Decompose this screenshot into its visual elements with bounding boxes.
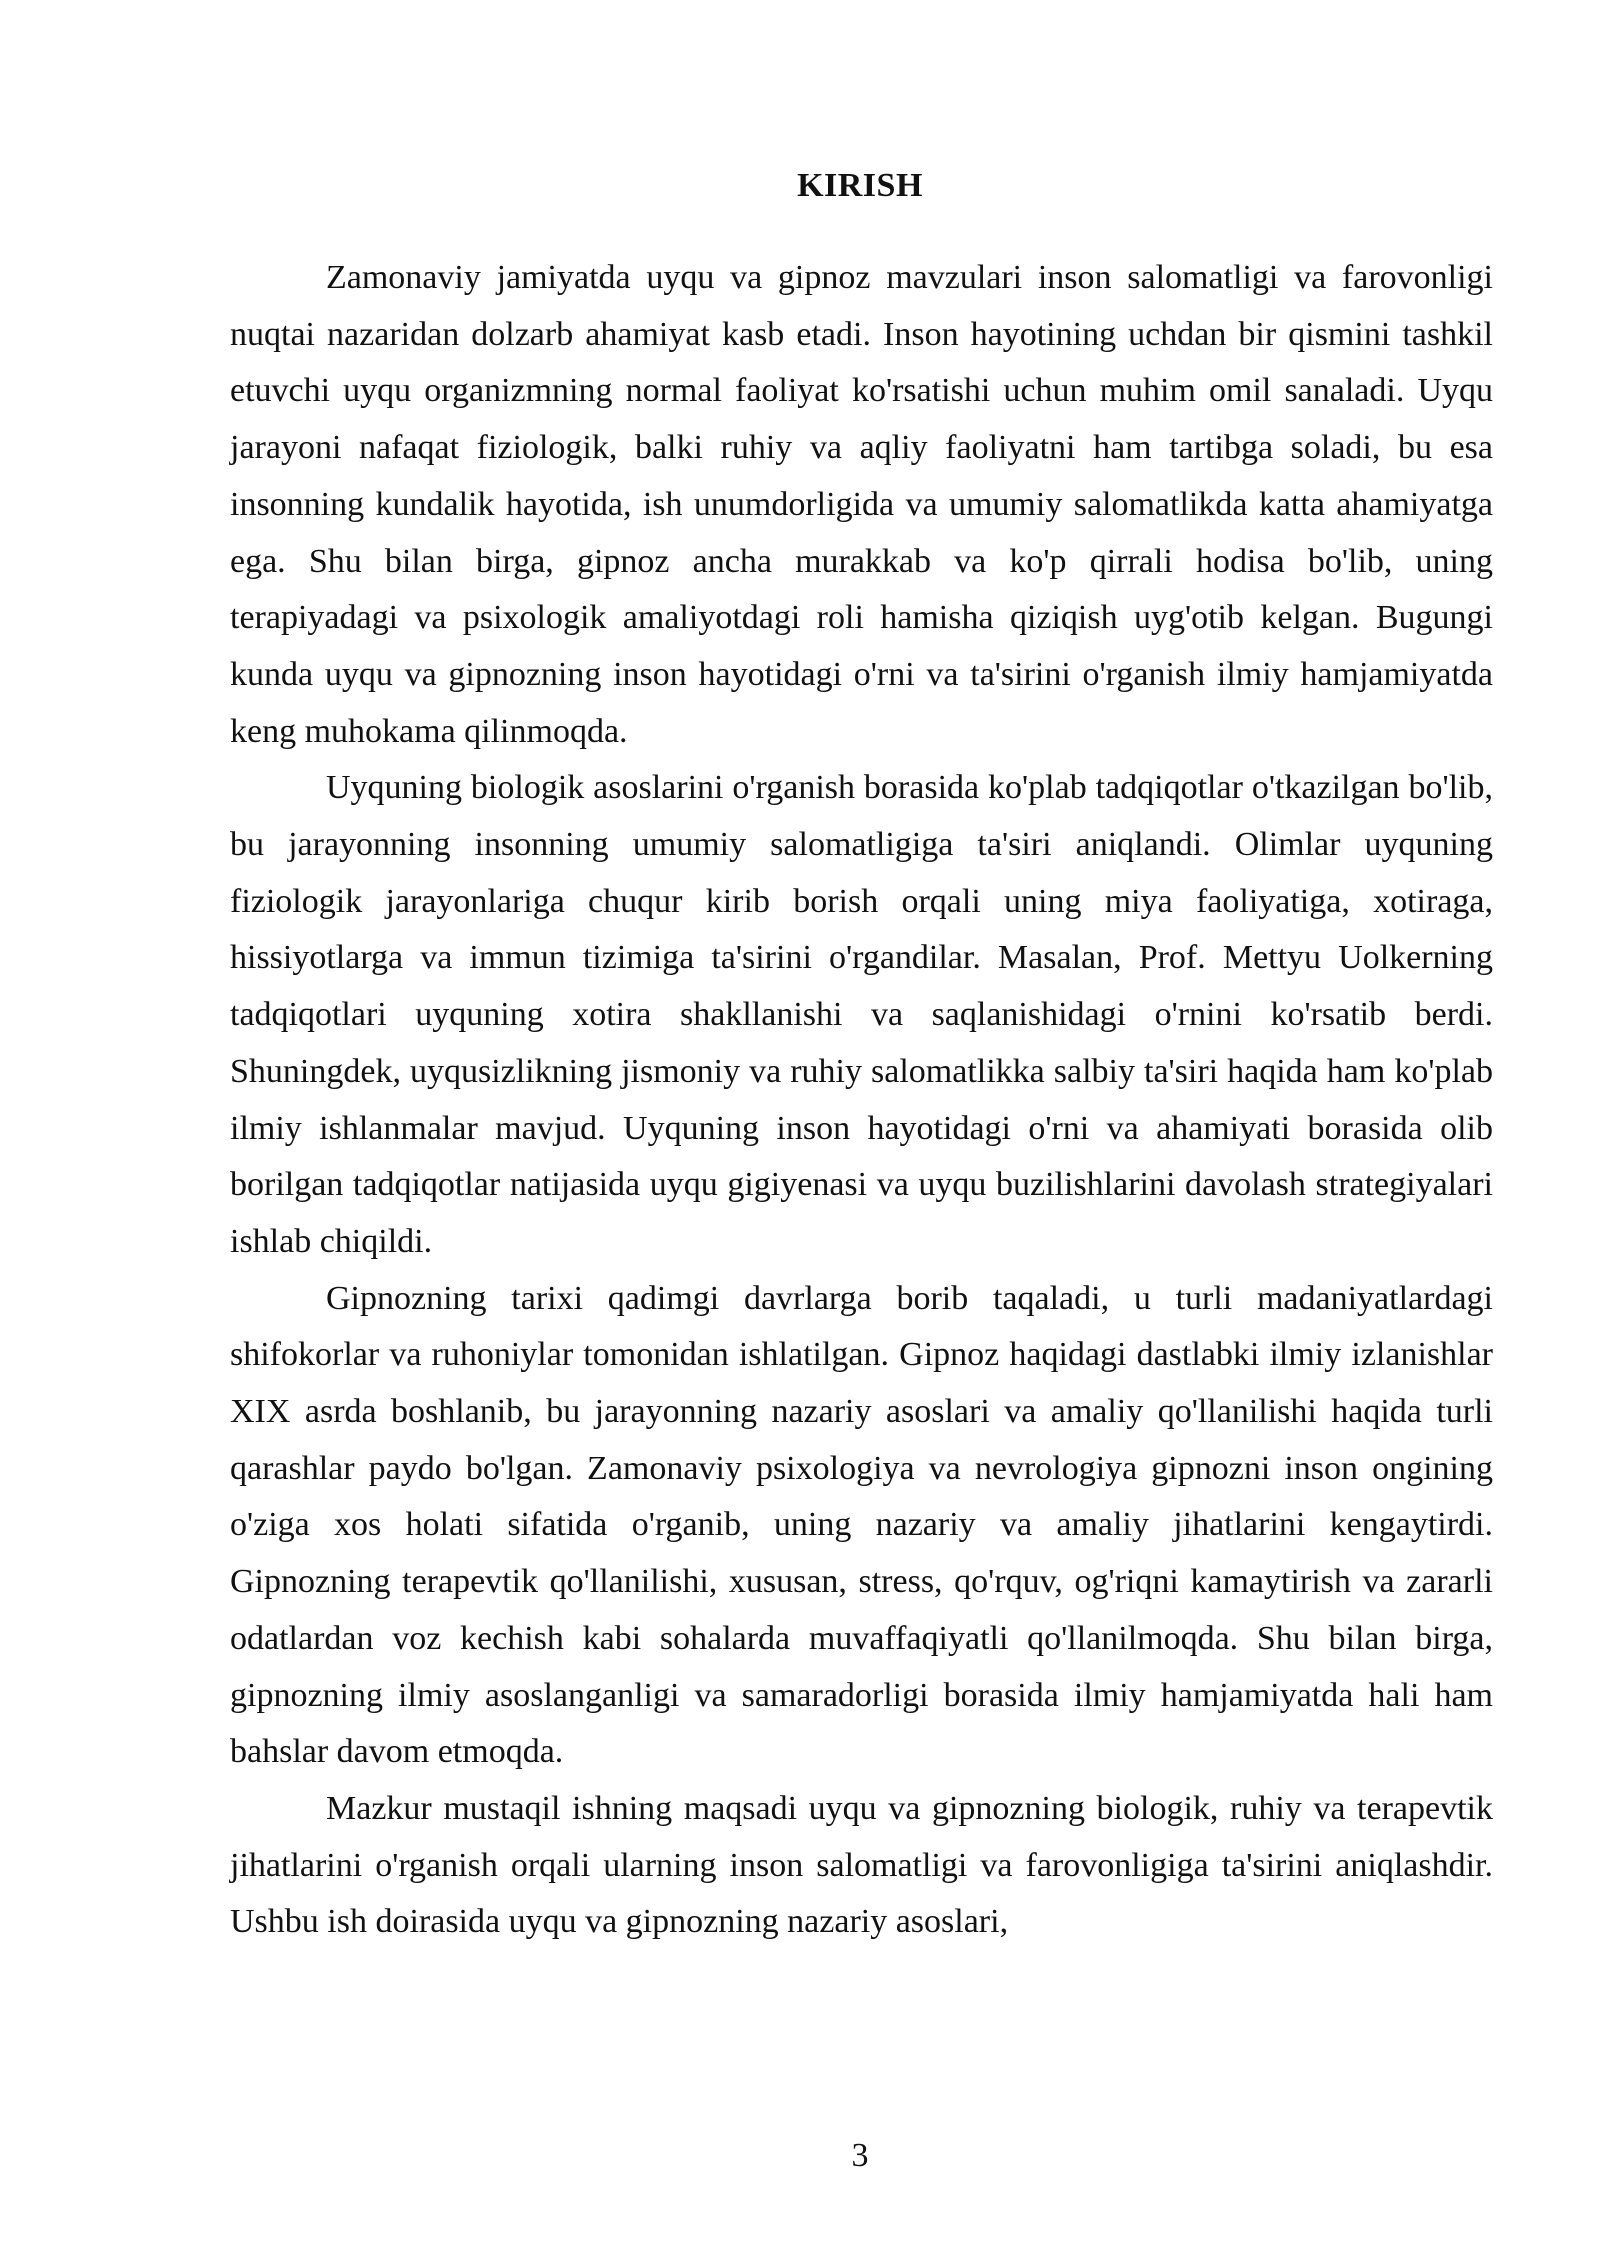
page-heading: KIRISH xyxy=(797,167,923,204)
paragraph-3: Gipnozning tarixi qadimgi davrlarga borib taqaladi, u turli madaniyatlardagi shifokorlar va ruhoniylar tomonidan ishlatilgan. Gipnoz haqidagi dastlabki ilmiy izlanishlar XIX asrda boshlanib, bu jarayonning nazariy asoslari va amaliy qo'llanilishi haqida turli qarashlar paydo bo'lgan. Zamonaviy psixologiya va nevrologiya gipnozni inson ongining o'ziga xos holati sifatida o'rganib, uning nazariy va amaliy jihatlarini kengaytirdi. Gipnozning terapevtik qo'llanilishi, xususan, stress, qo'rquv, og'riqni kamaytirish va zararli odatlardan voz kechish kabi sohalarda muvaffaqiyatli qo'llanilmoqda. Shu bilan birga, gipnozning ilmiy asoslanganligi va samaradorligi borasida ilmiy hamjamiyatda hali ham bahslar davom etmoqda. xyxy=(230,1279,1493,1771)
paragraph-1: Zamonaviy jamiyatda uyqu va gipnoz mavzulari inson salomatligi va farovonligi nuqtai nazaridan dolzarb ahamiyat kasb etadi. Inson hayotining uchdan bir qismini tashkil etuvchi uyqu organizmning normal faoliyat ko'rsatishi uchun muhim omil sanaladi. Uyqu jarayoni nafaqat fiziologik, balki ruhiy va aqliy faoliyatni ham tartibga soladi, bu esa insonning kundalik hayotida, ish unumdorligida va umumiy salomatlikda katta ahamiyatga ega. Shu bilan birga, gipnoz ancha murakkab va ko'p qirrali hodisa bo'lib, uning terapiyadagi va psixologik amaliyotdagi roli hamisha qiziqish uyg'otib kelgan. Bugungi kunda uyqu va gipnozning inson hayotidagi o'rni va ta'sirini o'rganish ilmiy hamjamiyatda keng muhokama qilinmoqda. xyxy=(230,259,1493,750)
body-text xyxy=(230,250,1493,1951)
paragraph-4: Mazkur mustaqil ishning maqsadi uyqu va gipnozning biologik, ruhiy va terapevtik jihatlarini o'rganish orqali ularning inson salomatligi va farovonligiga ta'sirini aniqlashdir. Ushbu ish doirasida uyqu va gipnozning nazariy asoslari, xyxy=(230,1789,1493,1941)
paragraph-2: Uyquning biologik asoslarini o'rganish borasida ko'plab tadqiqotlar o'tkazilgan bo'lib, bu jarayonning insonning umumiy salomatligiga ta'siri aniqlandi. Olimlar uyquning fiziologik jarayonlariga chuqur kirib borish orqali uning miya faoliyatiga, xotiraga, hissiyotlarga va immun tizimiga ta'sirini o'rgandilar. Masalan, Prof. Mettyu Uolkerning tadqiqotlari uyquning xotira shakllanishi va saqlanishidagi o'rnini ko'rsatib berdi. Shuningdek, uyqusizlikning jismoniy va ruhiy salomatlikka salbiy ta'siri haqida ham ko'plab ilmiy ishlanmalar mavjud. Uyquning inson hayotidagi o'rni va ahamiyati borasida olib borilgan tadqiqotlar natijasida uyqu gigiyenasi va uyqu buzilishlarini davolash strategiyalari ishlab chiqildi. xyxy=(230,769,1493,1260)
page-number: 3 xyxy=(851,2137,869,2174)
